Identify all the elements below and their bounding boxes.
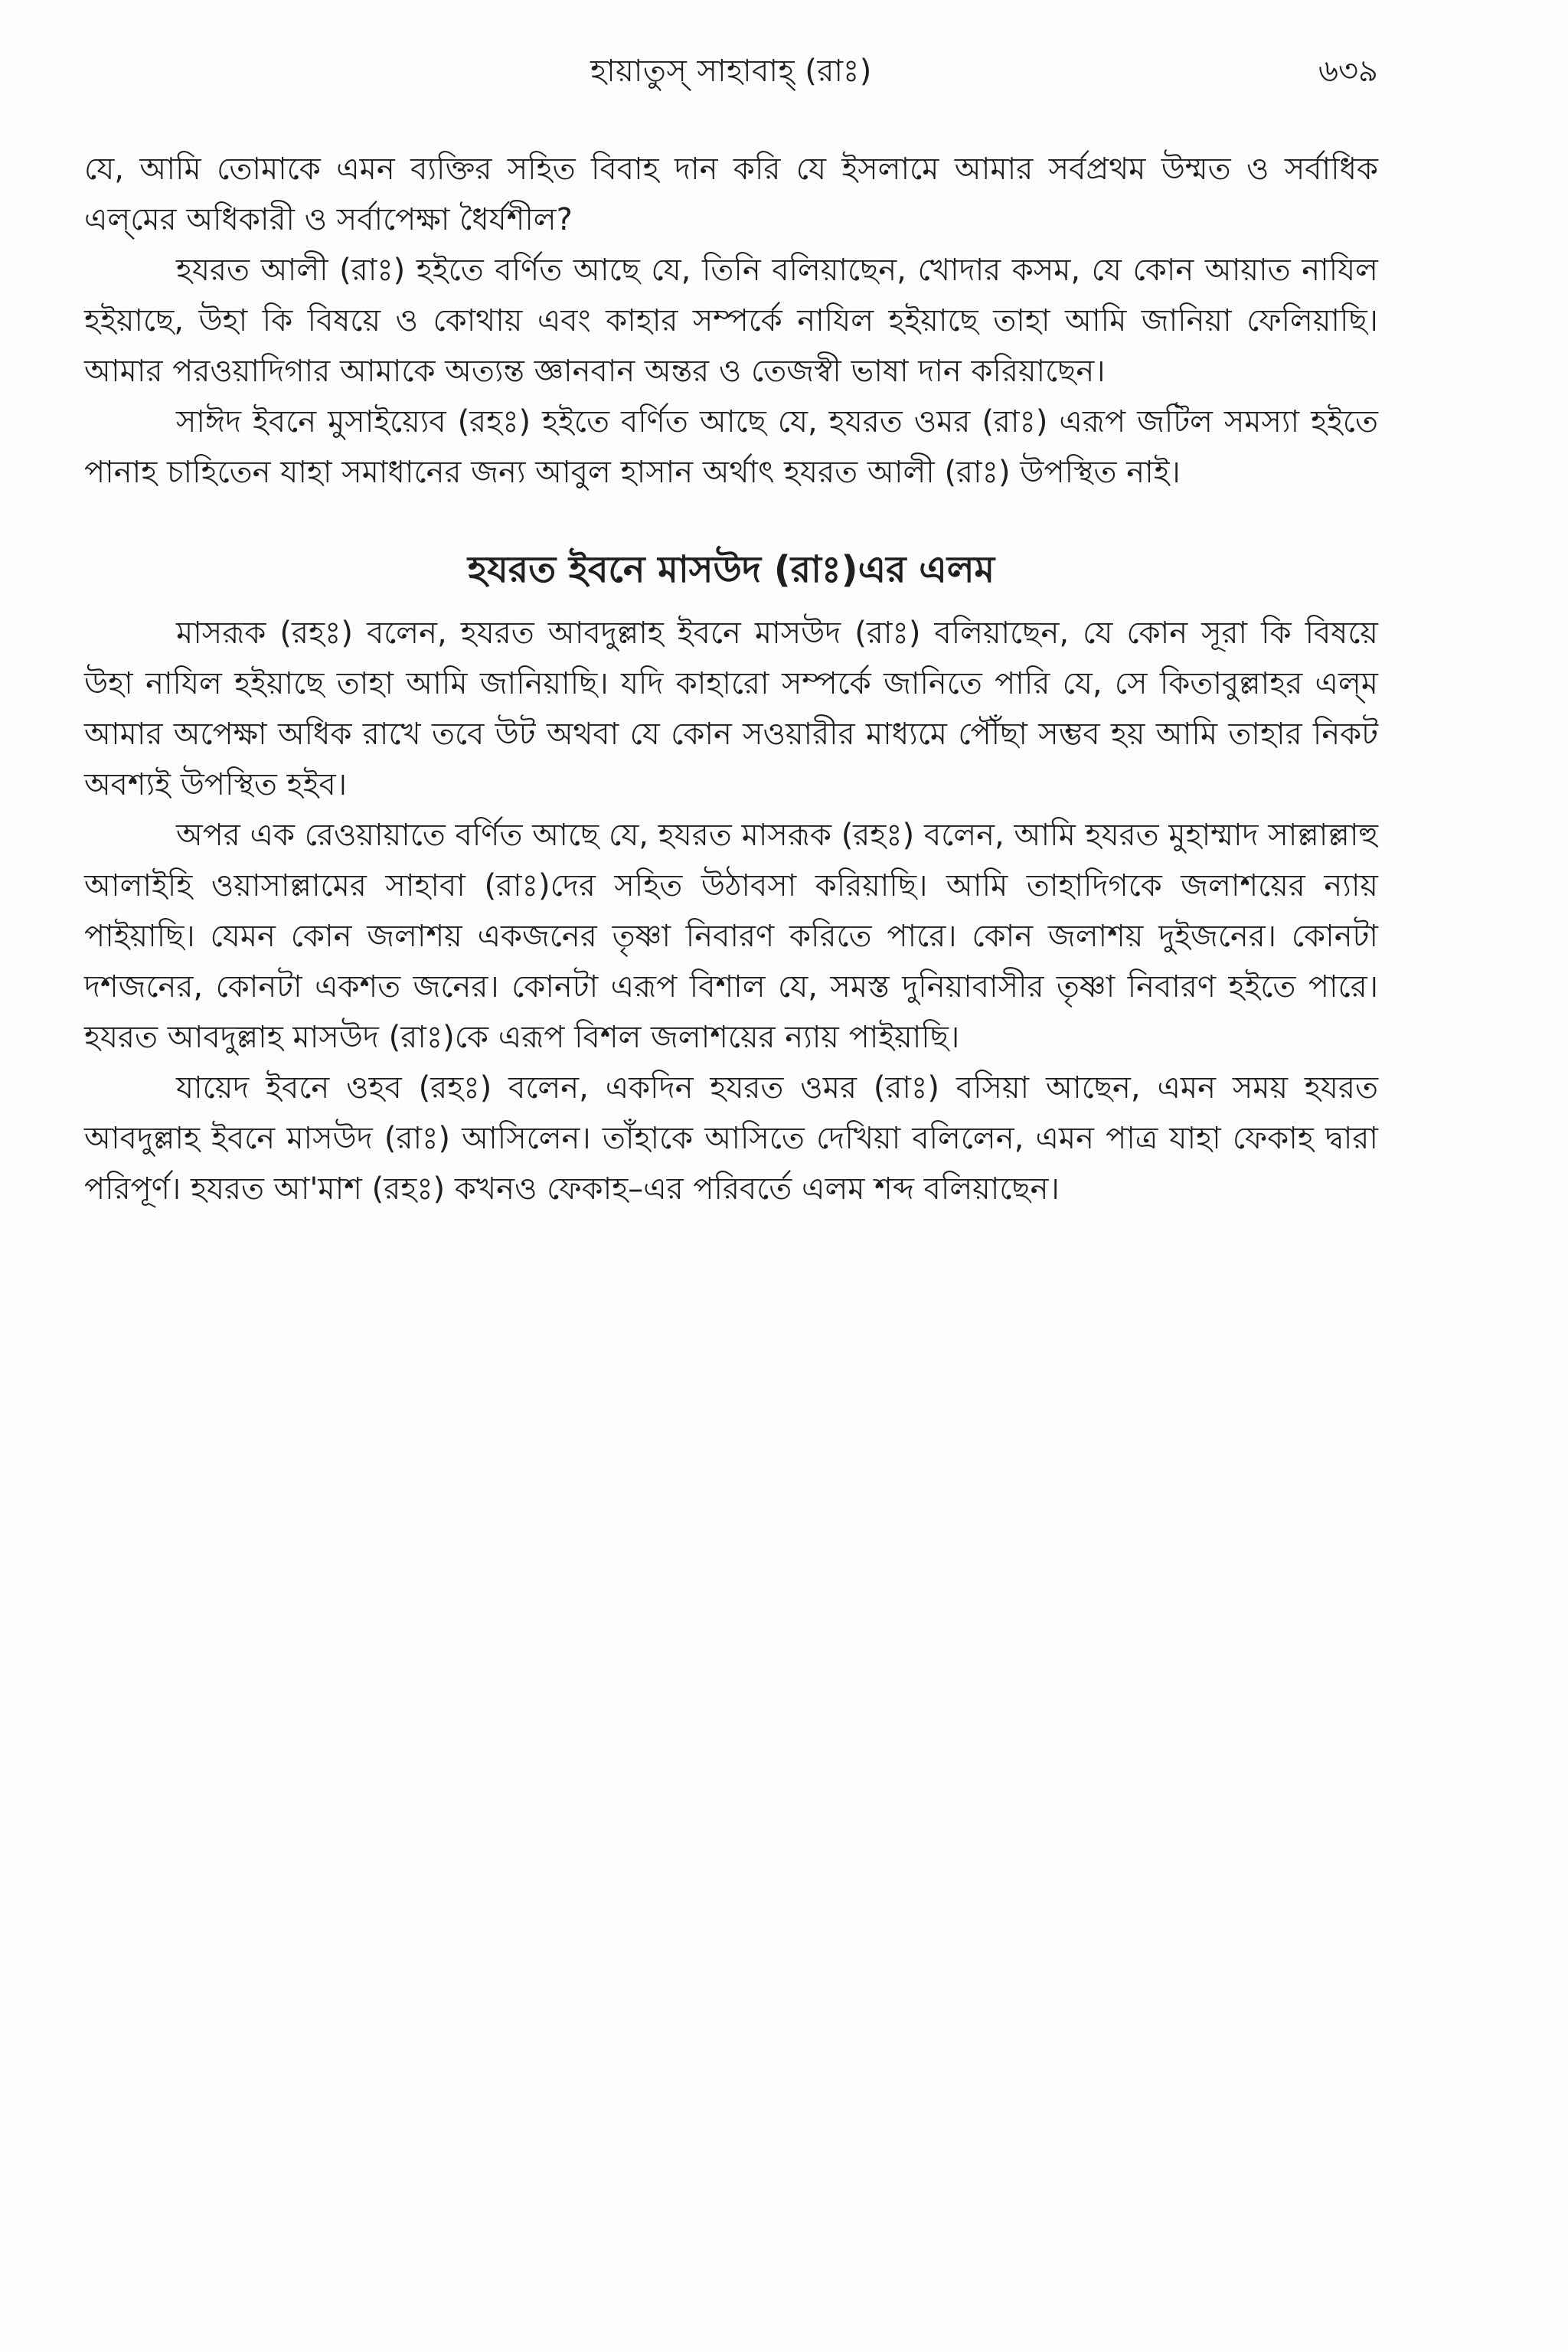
body-text [84,144,1378,1214]
paragraph-said-ibn-musayyib: সাঈদ ইবনে মুসাইয়্যেব (রহঃ) হইতে বর্ণিত আছে যে, হযরত ওমর (রাঃ) এরূপ জটিল সমস্যা হইতে পানাহ চাহিতেন যাহা সমাধানের জন্য আবুল হাসান অর্থাৎ হযরত আলী (রাঃ) উপস্থিত নাই। [84,404,1378,490]
paragraph-continuation: যে, আমি তোমাকে এমন ব্যক্তির সহিত বিবাহ দান করি যে ইসলামে আমার সর্বপ্রথম উম্মত ও সর্বাধিক এল্‌মের অধিকারী ও সর্বাপেক্ষা ধৈর্যশীল? [84,152,1378,237]
running-header [84,44,1378,98]
running-title: হায়াতুস্‌ সাহাবাহ্‌ (রাঃ) [590,54,872,89]
paragraph-masruq-riwayah: অপর এক রেওয়ায়াতে বর্ণিত আছে যে, হযরত মাসরূক (রহঃ) বলেন, আমি হযরত মুহাম্মাদ সাল্লাল্লাহু আলাইহি ওয়াসাল্লামের সাহাবা (রাঃ)দের সহিত উঠাবসা করিয়াছি। আমি তাহাদিগকে জলাশয়ের ন্যায় পাইয়াছি। যেমন কোন জলাশয় একজনের তৃষ্ণা নিবারণ করিতে পারে। কোন জলাশয় দুইজনের। কোনটা দশজনের, কোনটা একশত জনের। কোনটা এরূপ বিশাল যে, সমস্ত দুনিয়াবাসীর তৃষ্ণা নিবারণ হইতে পারে। হযরত আবদুল্লাহ মাসউদ (রাঃ)কে এরূপ বিশল জলাশয়ের ন্যায় পাইয়াছি। [84,818,1378,1055]
paragraph-zaid-ibn-wahb: যায়েদ ইবনে ওহব (রহঃ) বলেন, একদিন হযরত ওমর (রাঃ) বসিয়া আছেন, এমন সময় হযরত আবদুল্লাহ ইবনে মাসউদ (রাঃ) আসিলেন। তাঁহাকে আসিতে দেখিয়া বলিলেন, এমন পাত্র যাহা ফেকাহ দ্বারা পরিপূর্ণ। হযরত আ'মাশ (রহঃ) কখনও ফেকাহ–এর পরিবর্তে এলম শব্দ বলিয়াছেন। [84,1070,1378,1207]
paragraph-ali-quran-knowledge: হযরত আলী (রাঃ) হইতে বর্ণিত আছে যে, তিনি বলিয়াছেন, খোদার কসম, যে কোন আয়াত নাযিল হইয়াছে, উহা কি বিষয়ে ও কোথায় এবং কাহার সম্পর্কে নাযিল হইয়াছে তাহা আমি জানিয়া ফেলিয়াছি। আমার পরওয়াদিগার আমাকে অত্যন্ত জ্ঞানবান অন্তর ও তেজস্বী ভাষা দান করিয়াছেন। [84,253,1378,389]
section-heading: হযরত ইবনে মাসউদ (রাঃ)এর এলম [467,548,995,591]
paragraph-masruq: মাসরূক (রহঃ) বলেন, হযরত আবদুল্লাহ ইবনে মাসউদ (রাঃ) বলিয়াছেন, যে কোন সূরা কি বিষয়ে উহা নাযিল হইয়াছে তাহা আমি জানিয়াছি। যদি কাহারো সম্পর্কে জানিতে পারি যে, সে কিতাবুল্লাহর এল্‌ম আমার অপেক্ষা অধিক রাখে তবে উট অথবা যে কোন সওয়ারীর মাধ্যমে পৌঁছা সম্ভব হয় আমি তাহার নিকট অবশ্যই উপস্থিত হইব। [84,616,1378,802]
page-number: ৬৩৯ [1318,54,1378,89]
